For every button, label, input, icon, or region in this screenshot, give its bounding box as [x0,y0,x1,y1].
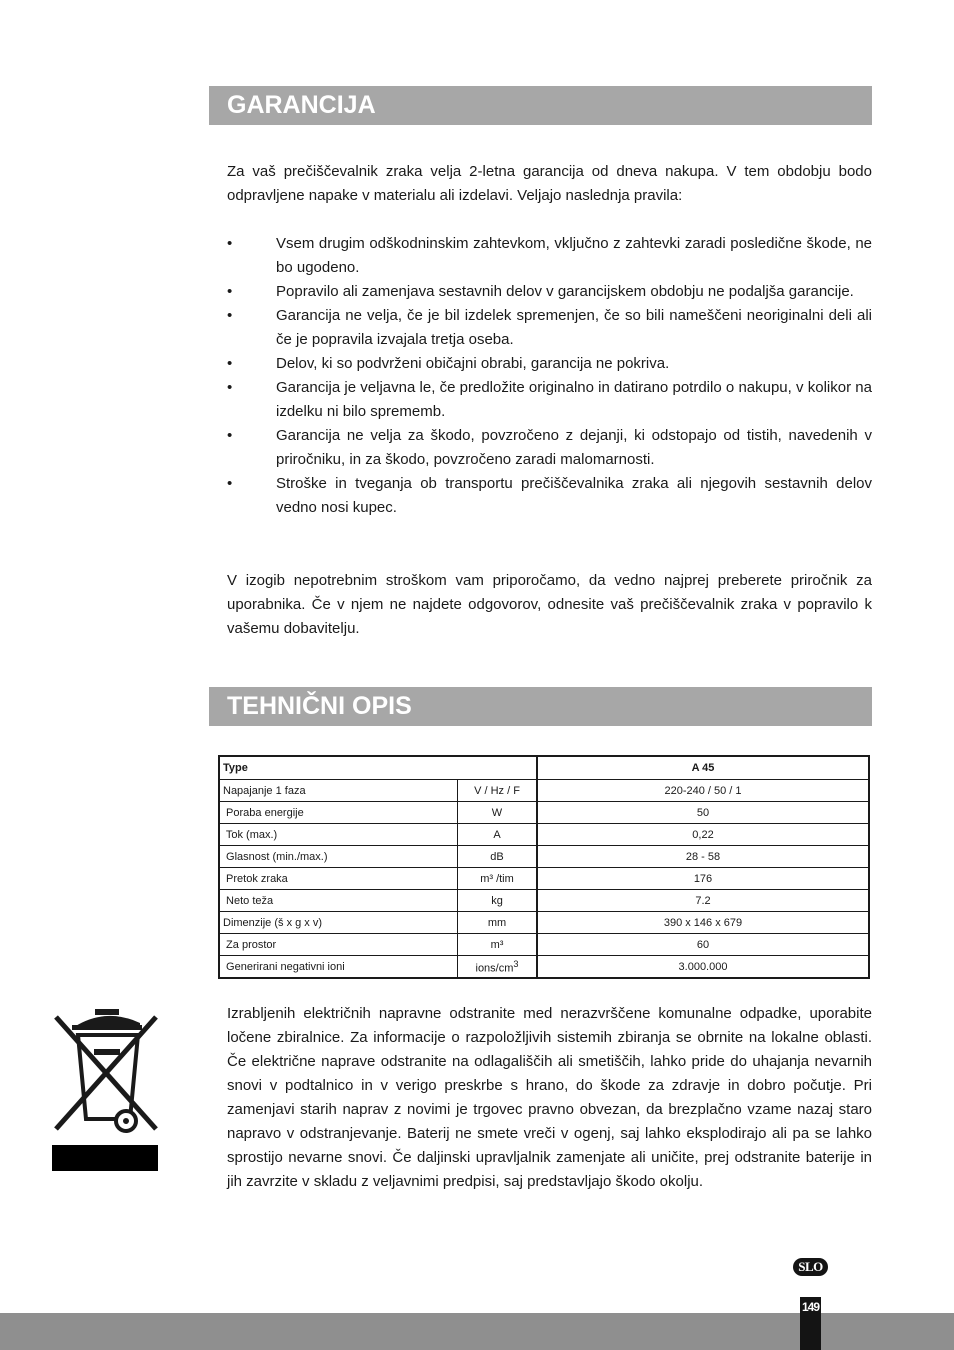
unit-text: ions/cm [475,962,514,975]
table-cell-label: Napajanje 1 faza [219,780,458,802]
list-item [227,232,872,280]
list-item [227,304,872,352]
table-cell-value: 390 x 146 x 679 [537,912,869,934]
table-row [219,824,869,846]
garancija-heading: GARANCIJA [209,86,872,125]
table-cell-unit: W [458,802,538,824]
table-cell-value: 220-240 / 50 / 1 [537,780,869,802]
bullet-glyph: • [227,283,233,300]
table-cell-label: Dimenzije (š x g x v) [219,912,458,934]
table-row [219,868,869,890]
table-cell-label: Pretok zraka [219,868,458,890]
table-cell-label: Za prostor [219,934,458,956]
table-row [219,934,869,956]
table-cell-value: 60 [537,934,869,956]
table-header-label: Type [219,756,537,780]
table-row [219,780,869,802]
disposal-text: Izrabljenih električnih napravne odstranite med nerazvrščene komunalne odpadke, uporabite ločene zbiralnice. Za informacije o razpoložljivih sistemih zbiranja se obrnite na lokalne oblasti. Če električne naprave odstranite na odlagališčih ali smetiščih, lahko pride do uhajanja nevarnih snovi v podtalnico in v verigo preskrbe s hrano, do škode za zdravje in dobro počutje. Pri zamenjavi starih naprav z novimi je trgovec pravno obvezan, da brezplačno vzame nazaj staro napravo v odstranjevanje. Baterij ne smete vreči v ogenj, saj lahko eksplodirajo ali pa se lahko sprostijo nevarne snovi. Če daljinski upravljalnik zamenjate ali uničite, prej odstranite baterije in jih zavrzite v skladu z veljavnimi predpisi, saj predstavljajo škodo okolju. [227,1005,872,1190]
table-row [219,846,869,868]
table-row [219,912,869,934]
table-row [219,956,869,979]
table-cell-unit: kg [458,890,538,912]
table-cell-value: 7.2 [537,890,869,912]
table-cell-value: 28 - 58 [537,846,869,868]
garancija-intro: Za vaš prečiščevalnik zraka velja 2-letna garancija od dneva nakupa. V tem obdobju bodo odpravljene napake v materialu ali izdelavi. Veljajo naslednja pravila: [227,163,872,204]
table-cell-unit: A [458,824,538,846]
list-item-text: Garancija ne velja za škodo, povzročeno z dejanji, ki odstopajo od tistih, navedenih v priročniku, in za škodo, povzročeno zaradi malomarnosti. [276,427,872,468]
unit-superscript: 3 [513,958,519,969]
table-cell-label: Neto teža [219,890,458,912]
list-item [227,280,872,304]
table-cell-label: Tok (max.) [219,824,458,846]
table-row [219,802,869,824]
bullet-glyph: • [227,355,233,372]
table-cell-label: Glasnost (min./max.) [219,846,458,868]
list-item-text: Popravilo ali zamenjava sestavnih delov v garancijskem obdobju ne podaljša garancije. [276,283,854,300]
table-header-row [219,756,869,780]
garancija-outro: V izogib nepotrebnim stroškom vam priporočamo, da vedno najprej preberete priročnik za uporabnika. Če v njem ne najdete odgovorov, odnesite vaš prečiščevalnik zraka v popravilo k vašemu dobavitelju. [227,572,872,637]
table-cell-value: 0,22 [537,824,869,846]
bullet-glyph: • [227,475,233,492]
table-cell-label: Poraba energije [219,802,458,824]
table-cell-value: 176 [537,868,869,890]
table-cell-unit: mm [458,912,538,934]
list-item-text: Stroške in tveganja ob transportu prečiščevalnika zraka ali njegovih sestavnih delov vedno nosi kupec. [276,475,872,516]
list-item-text: Garancija je veljavna le, če predložite originalno in datirano potrdilo o nakupu, v kolikor na izdelku ni bilo sprememb. [276,379,872,420]
garancija-bullet-list [227,232,872,520]
list-item-text: Vsem drugim odškodninskim zahtevkom, vključno z zahtevki zaradi posledične škode, ne bo ugodeno. [276,235,872,276]
table-cell-value: 50 [537,802,869,824]
table-header-value: A 45 [537,756,869,780]
language-badge: SLO [793,1258,828,1276]
crossed-out-wheelie-bin-icon [52,1005,160,1173]
table-cell-unit: dB [458,846,538,868]
table-cell-unit: V / Hz / F [458,780,538,802]
bullet-glyph: • [227,427,233,444]
table-cell-unit [458,956,538,979]
table-cell-value: 3.000.000 [537,956,869,979]
table-cell-unit: m³ [458,934,538,956]
list-item [227,352,872,376]
table-cell-unit: m³ /tim [458,868,538,890]
list-item-text: Delov, ki so podvrženi običajni obrabi, garancija ne pokriva. [276,355,670,372]
table-row [219,890,869,912]
spec-table [218,755,870,979]
list-item [227,472,872,520]
bullet-glyph: • [227,235,233,252]
list-item [227,424,872,472]
table-cell-label: Generirani negativni ioni [219,956,458,979]
bullet-glyph: • [227,307,233,324]
list-item [227,376,872,424]
list-item-text: Garancija ne velja, če je bil izdelek spremenjen, če so bili nameščeni neoriginalni deli ali če je popravila izvajala tretja oseba. [276,307,872,348]
tehnicni-opis-heading: TEHNIČNI OPIS [209,687,872,726]
page-number: 149 [800,1297,821,1350]
bullet-glyph: • [227,379,233,396]
